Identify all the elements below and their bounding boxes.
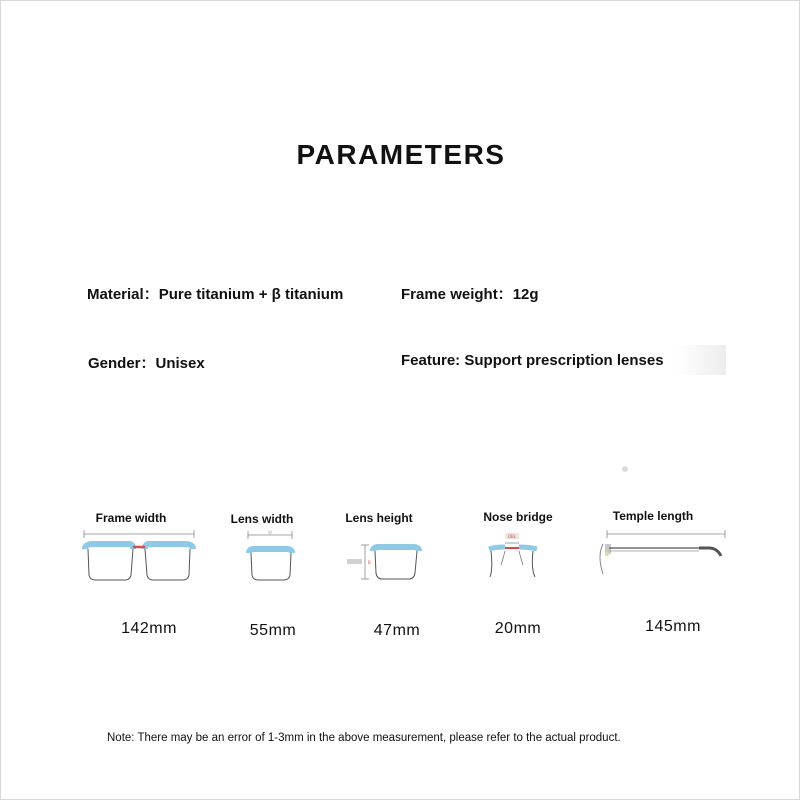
- spec-feature: [401, 352, 664, 369]
- nose-bridge-icon: [487, 529, 539, 581]
- decorative-dot: [622, 466, 628, 472]
- spec-material-label: Material：: [87, 286, 159, 303]
- svg-text:B: B: [368, 560, 371, 565]
- spec-gender-label: Gender：: [88, 355, 156, 372]
- spec-material-value: Pure titanium + β titanium: [158, 286, 344, 303]
- spec-feature-label: Feature:: [401, 352, 465, 369]
- measurement-label-lens-width: Lens width: [230, 512, 294, 526]
- spec-feature-value: Support prescription lenses: [464, 352, 664, 369]
- spec-gender-value: Unisex: [155, 355, 205, 372]
- spec-frame-weight-value: 12g: [512, 286, 539, 303]
- measurement-label-lens-height: Lens height: [345, 511, 413, 525]
- measurement-label-nose-bridge: Nose bridge: [483, 510, 553, 524]
- measurement-value-nose-bridge: 20mm: [494, 620, 542, 637]
- spec-frame-weight-label: Frame weight：: [401, 286, 513, 303]
- page-title: PARAMETERS: [296, 139, 506, 170]
- measurement-value-lens-width: 55mm: [249, 622, 297, 639]
- spec-gender: [88, 352, 205, 373]
- measurement-value-temple-length: 145mm: [645, 618, 701, 635]
- measurement-label-temple-length: Temple length: [612, 509, 694, 523]
- lens-width-icon: [245, 529, 295, 583]
- decorative-fade: [676, 345, 726, 375]
- temple-length-icon: [591, 526, 731, 582]
- svg-text:DBL: DBL: [507, 534, 517, 539]
- spec-frame-weight: [401, 283, 539, 304]
- measurement-label-frame-width: Frame width: [95, 511, 167, 525]
- spec-material: [87, 283, 343, 304]
- measurement-value-lens-height: 47mm: [373, 622, 421, 639]
- measurement-value-frame-width: 142mm: [121, 620, 177, 637]
- frame-width-icon: [81, 527, 197, 583]
- measurement-note: Note: There may be an error of 1-3mm in the above measurement, please refer to the actual product.: [107, 732, 621, 744]
- lens-height-icon: [345, 539, 423, 585]
- svg-text:W: W: [268, 530, 272, 535]
